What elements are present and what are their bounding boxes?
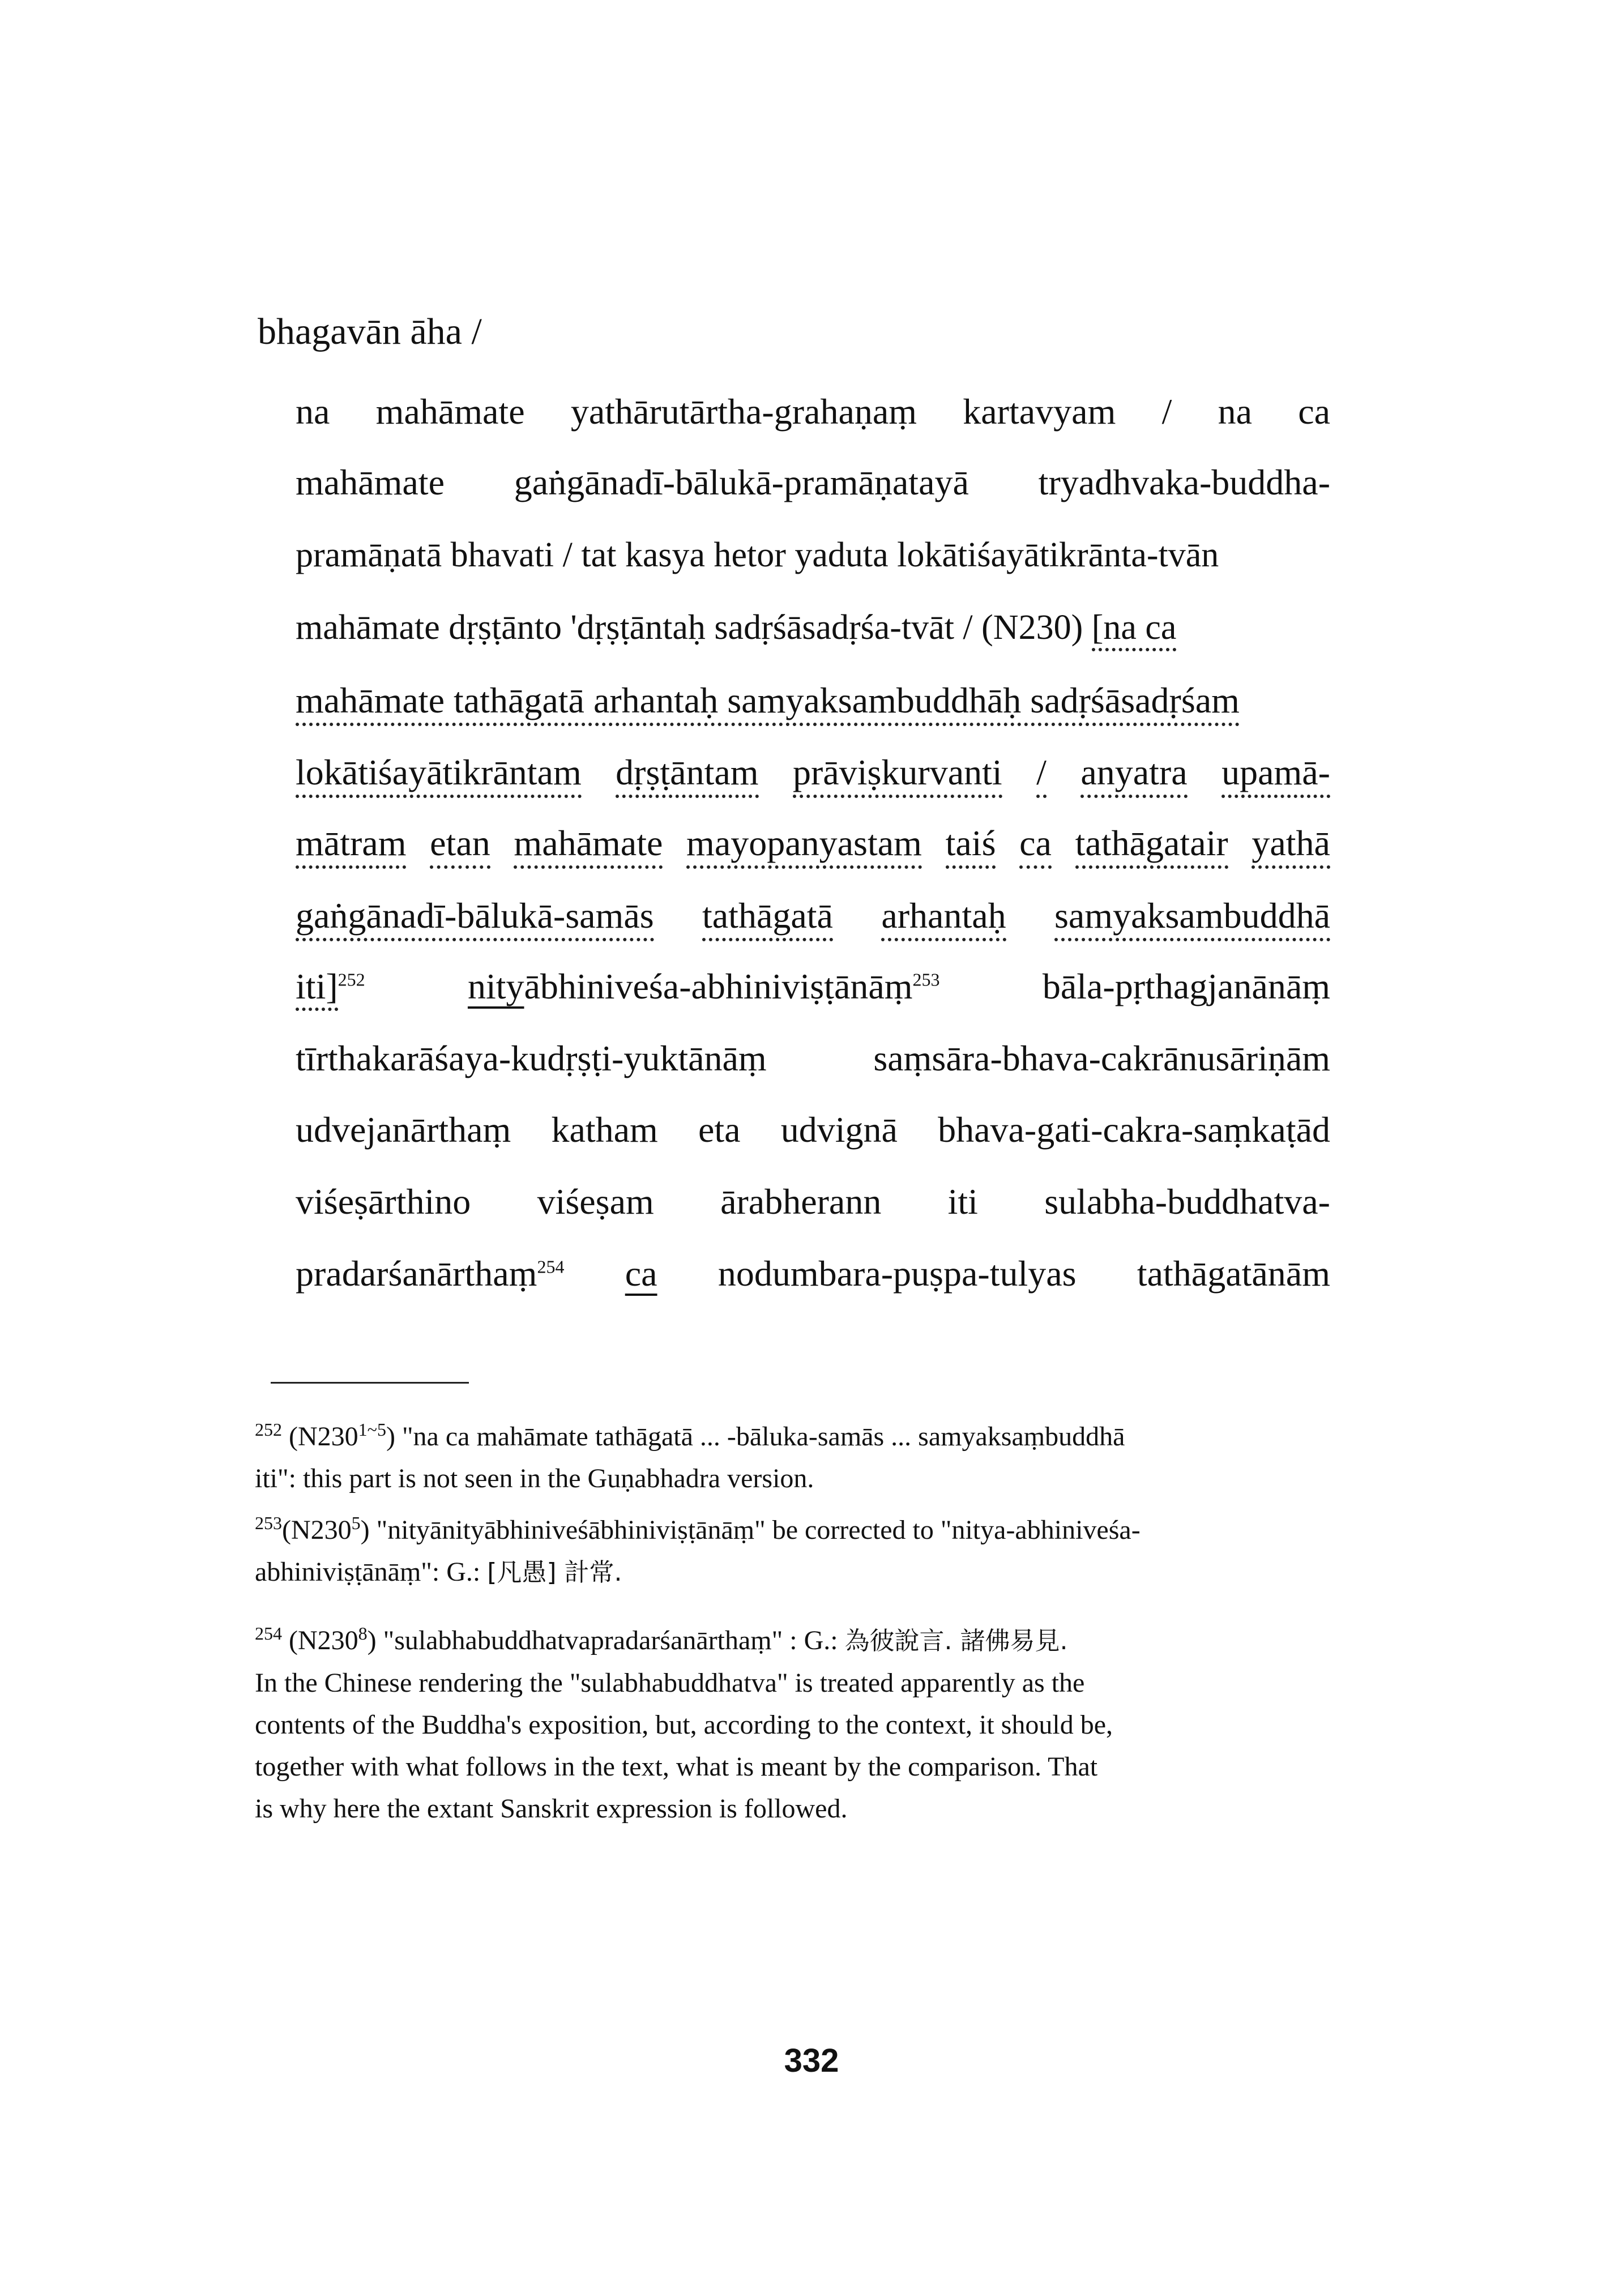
footnote-line <box>255 1416 1331 1458</box>
word: ārabherann <box>720 1181 882 1222</box>
text-line-1 <box>296 391 1330 433</box>
text-line-13 <box>296 1253 1330 1295</box>
word: / <box>1036 752 1047 798</box>
footnote-reference-lines: 8 <box>358 1623 368 1644</box>
word: mahāmate <box>375 391 525 432</box>
footnote-text: ) "sulabhabuddhatvapradarśanārthaṃ" : G.: <box>367 1625 845 1655</box>
footnote-line: iti": this part is not seen in the Guṇabhadra version. <box>255 1463 814 1493</box>
word: / <box>1161 391 1172 432</box>
footnote-line: In the Chinese rendering the "sulabhabuddhatva" is treated apparently as the <box>255 1668 1085 1698</box>
chinese-gloss: [凡愚] 計常. <box>487 1558 622 1587</box>
dotted-underlined-segment: mahāmate tathāgatā arhantaḥ samyaksambuddhāḥ sadṛśāsadṛśam <box>296 680 1240 726</box>
dotted-underlined-segment: iti] <box>296 966 338 1011</box>
word: sulabha-buddhatva- <box>1044 1181 1330 1222</box>
text-line-3: pramāṇatā bhavati / tat kasya hetor yaduta lokātiśayātikrānta-tvān <box>296 536 1219 574</box>
footnote-text: abhiniviṣṭānāṃ": G.: <box>255 1557 488 1587</box>
footnote-separator <box>271 1382 469 1384</box>
footnote-marker: 253 <box>912 969 940 990</box>
footnote-254 <box>255 1620 1331 1830</box>
text-line-9 <box>296 966 1330 1008</box>
word: ca <box>1298 391 1330 432</box>
underlined-segment: nity <box>467 966 524 1006</box>
dotted-underlined-segment: [na ca <box>1092 608 1177 651</box>
word: yathārutārtha-grahaṇaṃ <box>570 391 917 432</box>
chinese-gloss: 為彼說言. 諸佛易見. <box>844 1627 1068 1655</box>
word: mātram <box>296 822 406 869</box>
footnote-marker: 252 <box>338 969 365 990</box>
text-line-11 <box>296 1109 1330 1151</box>
text-segment: mahāmate dṛṣṭānto 'dṛṣṭāntaḥ sadṛśāsadṛśa-tvāt / (N230) <box>296 608 1092 647</box>
page-number: 332 <box>784 2042 839 2079</box>
footnote-line <box>255 1509 1331 1551</box>
word: katham <box>551 1109 658 1150</box>
word: udvejanārthaṃ <box>296 1109 511 1150</box>
word: tathāgatair <box>1075 822 1228 869</box>
word: mahāmate <box>514 822 663 869</box>
footnote-reference: (N230 <box>282 1515 352 1545</box>
word: tathāgatā <box>702 895 833 941</box>
word: eta <box>698 1109 741 1150</box>
word: nodumbara-puṣpa-tulyas <box>717 1253 1077 1294</box>
word: gaṅgānadī-bālukā-samās <box>296 895 654 941</box>
word: mahāmate <box>296 462 445 502</box>
word: iti <box>947 1181 978 1222</box>
text-line-2 <box>296 462 1330 503</box>
word: prāviṣkurvanti <box>793 752 1002 798</box>
footnote-number: 254 <box>255 1623 282 1644</box>
word: tryadhvaka-buddha- <box>1038 462 1330 502</box>
word: saṃsāra-bhava-cakrānusāriṇām <box>873 1038 1330 1078</box>
footnote-253 <box>255 1509 1331 1594</box>
word: yathā <box>1252 822 1330 869</box>
word: tīrthakarāśaya-kudṛṣṭi-yuktānāṃ <box>296 1038 767 1078</box>
word: mayopanyastam <box>686 822 922 869</box>
word <box>468 966 940 1008</box>
text-line-4 <box>296 608 1176 648</box>
word: ca <box>1019 822 1052 869</box>
footnote-reference-lines: 5 <box>351 1513 361 1533</box>
text-segment: pradarśanārthaṃ <box>296 1253 537 1294</box>
verse-heading: bhagavān āha / <box>258 311 482 352</box>
word: etan <box>430 822 490 869</box>
footnote-line <box>255 1620 1331 1662</box>
footnote-reference: (N230 <box>289 1625 358 1655</box>
word <box>296 1253 564 1295</box>
word: kartavyam <box>963 391 1116 432</box>
word: viśeṣārthino <box>296 1181 471 1222</box>
word: upamā- <box>1221 752 1330 798</box>
word: na <box>1218 391 1252 432</box>
word: lokātiśayātikrāntam <box>296 752 582 798</box>
word <box>296 966 365 1008</box>
word: viśeṣam <box>537 1181 654 1222</box>
text-segment: ābhiniveśa-abhiniviṣṭānāṃ <box>524 966 913 1006</box>
footnote-reference-lines: 1~5 <box>358 1419 386 1440</box>
text-line-10 <box>296 1038 1330 1079</box>
word: na <box>296 391 330 432</box>
footnote-text: ) "nityānityābhiniveśābhiniviṣṭānāṃ" be corrected to "nitya-abhiniveśa- <box>360 1515 1141 1545</box>
footnote-number: 252 <box>255 1419 282 1440</box>
footnote-number: 253 <box>255 1513 282 1533</box>
word: anyatra <box>1080 752 1187 798</box>
text-line-6 <box>296 752 1330 798</box>
word: bāla-pṛthagjanānāṃ <box>1042 966 1330 1006</box>
text-line-5 <box>296 680 1330 726</box>
footnote-line: together with what follows in the text, what is meant by the comparison. That <box>255 1752 1098 1782</box>
footnote-marker: 254 <box>537 1256 565 1277</box>
word: ca <box>625 1253 657 1294</box>
footnote-line: is why here the extant Sanskrit expression is followed. <box>255 1794 848 1824</box>
footnote-text: ) "na ca mahāmate tathāgatā ... -bāluka-samās ... samyaksaṃbuddhā <box>386 1422 1125 1452</box>
footnote-line <box>255 1551 1331 1594</box>
footnote-252 <box>255 1416 1331 1500</box>
text-line-8 <box>296 895 1330 941</box>
word: samyaksambuddhā <box>1054 895 1330 941</box>
text-line-7 <box>296 822 1330 869</box>
word: udvignā <box>780 1109 898 1150</box>
word: arhantaḥ <box>881 895 1006 941</box>
word: dṛṣṭāntam <box>616 752 758 798</box>
text-line-12 <box>296 1181 1330 1223</box>
footnote-reference: (N230 <box>289 1422 358 1452</box>
word: bhava-gati-cakra-saṃkaṭād <box>938 1109 1330 1150</box>
word: gaṅgānadī-bālukā-pramāṇatayā <box>514 462 969 502</box>
word: tathāgatānām <box>1137 1253 1330 1294</box>
footnote-line: contents of the Buddha's exposition, but, according to the context, it should be, <box>255 1710 1113 1740</box>
word: taiś <box>946 822 996 869</box>
